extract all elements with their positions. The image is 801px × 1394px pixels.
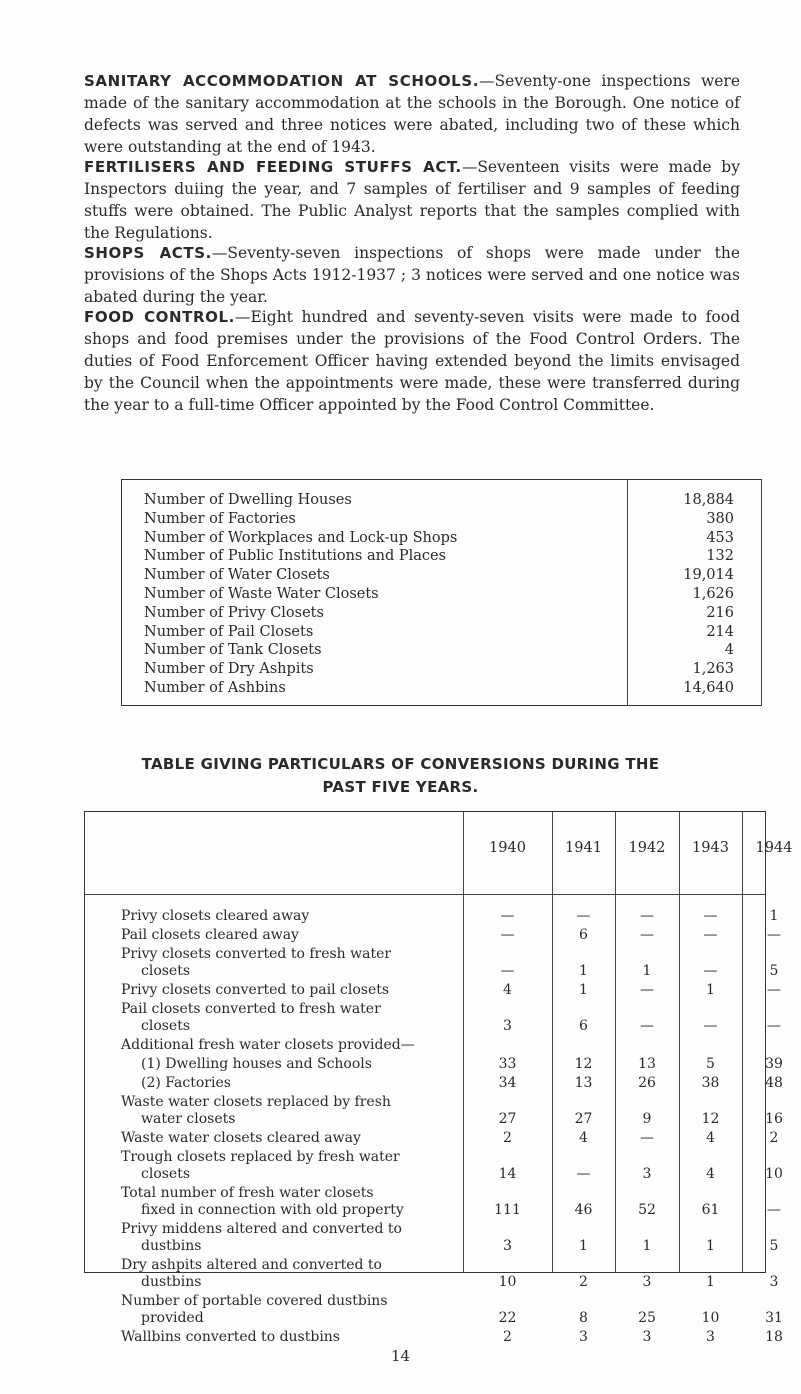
paragraph-food-control: [84, 306, 740, 416]
table-cell: 48: [765, 1075, 783, 1091]
summary-row: [122, 642, 762, 662]
year-header: 1942: [628, 840, 666, 856]
row-label: [121, 1001, 461, 1035]
row-label-line: fixed in connection with old property: [141, 1202, 404, 1218]
table-cell: 4: [503, 982, 512, 998]
row-label-line: provided: [141, 1310, 204, 1326]
table-cell: 10: [765, 1166, 783, 1182]
row-label: [121, 946, 461, 980]
table-cell: 18: [765, 1329, 783, 1345]
summary-label: Number of Tank Closets: [144, 642, 322, 659]
table-cell: 3: [503, 1018, 512, 1034]
summary-label: Number of Factories: [144, 510, 296, 527]
table-cell: 5: [769, 1238, 779, 1254]
summary-value: 214: [706, 623, 734, 640]
row-label: [121, 1185, 461, 1219]
summary-label: Number of Water Closets: [144, 567, 330, 584]
table-cell: 1: [706, 1238, 715, 1254]
summary-label: Number of Waste Water Closets: [144, 586, 379, 602]
table-cell: 5: [769, 963, 779, 979]
row-label-line: Additional fresh water closets provided—: [121, 1037, 415, 1053]
table-cell: 3: [706, 1329, 715, 1345]
summary-row: [122, 492, 762, 512]
row-label-line: Total number of fresh water closets: [121, 1185, 374, 1201]
text-shops: —Seventy-seven inspections of shops were made under the provisions of the Shops Acts 1912-1937 ; 3 notices were served and one notice was abated during the year.: [84, 244, 740, 306]
table-cell: 1: [706, 1274, 715, 1290]
table-cell: 2: [769, 1130, 779, 1146]
summary-table: [121, 479, 762, 706]
table-cell: —: [703, 1018, 718, 1034]
table-cell: —: [500, 963, 515, 979]
row-label-line: Privy closets converted to fresh water: [121, 946, 392, 962]
row-label: [121, 1149, 461, 1183]
summary-label: Number of Privy Closets: [144, 604, 324, 621]
table-cell: —: [640, 908, 654, 924]
row-label: [121, 1094, 461, 1128]
row-label: [121, 908, 461, 925]
table-cell: 4: [706, 1166, 715, 1182]
table-cell: 52: [638, 1202, 656, 1218]
header-divider: [85, 894, 765, 895]
table-cell: 33: [498, 1056, 517, 1072]
conversions-table: [84, 811, 793, 1345]
table-cell: 25: [638, 1310, 656, 1326]
table-title-line1: TABLE GIVING PARTICULARS OF CONVERSIONS DURING THE: [141, 755, 660, 773]
row-label-line: closets: [141, 1166, 191, 1182]
year-header: 1943: [692, 840, 729, 856]
heading-shops: SHOPS ACTS.: [84, 244, 212, 262]
row-label: [121, 1056, 461, 1073]
row-label: [121, 982, 461, 999]
summary-value: 1,263: [692, 661, 734, 678]
summary-row: [122, 548, 762, 568]
summary-row: [122, 530, 762, 550]
table-cell: —: [767, 1202, 781, 1218]
summary-label: Number of Dry Ashpits: [144, 661, 314, 678]
table-cell: 13: [638, 1056, 656, 1072]
summary-value: 1,626: [692, 586, 734, 602]
table-cell: —: [767, 927, 781, 943]
table-cell: —: [576, 1166, 591, 1182]
summary-value: 4: [724, 642, 734, 659]
table-cell: 12: [574, 1056, 593, 1072]
text-food-control: —Eight hundred and seventy-seven visits were made to food shops and food premises under the provisions of the Food Control Orders. The duties of Food Enforcement Officer having extended beyond the limits envisaged by the Council when the appointments were made, these were transferred during the year to a full-time Officer appointed by the Food Control Committee.: [84, 308, 740, 414]
page-number: 14: [390, 1347, 411, 1365]
table-cell: 34: [498, 1075, 517, 1091]
table-cell: 46: [574, 1202, 593, 1218]
heading-fertilisers: FERTILISERS AND FEEDING STUFFS ACT.: [84, 158, 462, 176]
summary-label: Number of Pail Closets: [144, 623, 314, 640]
summary-value: 19,014: [683, 567, 734, 584]
table-cell: 3: [642, 1274, 652, 1290]
table-cell: 1: [579, 963, 588, 979]
table-cell: 27: [574, 1111, 593, 1127]
table-cell: —: [767, 982, 781, 998]
row-label: [121, 1075, 461, 1092]
summary-row: [122, 586, 762, 606]
summary-value: 216: [706, 604, 734, 621]
table-cell: 3: [503, 1238, 512, 1254]
row-label-line: Privy closets converted to pail closets: [121, 982, 390, 998]
row-label: [121, 1293, 461, 1327]
table-cell: 2: [503, 1130, 512, 1146]
summary-row: [122, 605, 762, 625]
row-label-line: Pail closets cleared away: [121, 927, 299, 943]
row-label: [121, 1037, 461, 1054]
table-cell: —: [767, 1018, 781, 1034]
table-cell: 14: [498, 1166, 517, 1182]
paragraph-sanitary: [84, 70, 740, 158]
summary-value: 18,884: [683, 492, 734, 508]
row-label: [121, 1221, 461, 1255]
table-cell: 22: [498, 1310, 517, 1326]
table-cell: 6: [579, 1018, 588, 1034]
table-cell: —: [703, 927, 718, 943]
summary-row: [122, 661, 762, 681]
summary-label: Number of Dwelling Houses: [144, 492, 352, 508]
heading-food-control: FOOD CONTROL.: [84, 308, 235, 326]
text-fertilisers: —Seventeen visits were made by Inspectors duiing the year, and 7 samples of fertiliser and 9 samples of feeding stuffs were obtained. The Public Analyst reports that the samples complied with the Regulations.: [84, 158, 740, 242]
table-cell: 16: [765, 1111, 783, 1127]
table-cell: 27: [498, 1111, 517, 1127]
table-cell: 5: [706, 1056, 715, 1072]
heading-sanitary: SANITARY ACCOMMODATION AT SCHOOLS.: [84, 72, 480, 90]
table-cell: 3: [769, 1274, 779, 1290]
summary-value: 453: [706, 529, 734, 546]
row-label: [121, 1130, 461, 1147]
summary-label: Number of Public Institutions and Places: [144, 548, 447, 565]
table-cell: 1: [642, 1238, 652, 1254]
table-cell: 3: [642, 1166, 652, 1182]
table-cell: 1: [579, 1238, 588, 1254]
row-label-line: Trough closets replaced by fresh water: [121, 1149, 400, 1165]
paragraph-shops: [84, 242, 740, 308]
row-label-line: Number of portable covered dustbins: [121, 1293, 388, 1309]
summary-row: [122, 511, 762, 531]
row-label: [121, 1329, 461, 1346]
summary-label: Number of Ashbins: [144, 680, 286, 696]
table-cell: —: [640, 1130, 654, 1146]
paragraph-fertilisers: [84, 156, 740, 244]
table-cell: 12: [701, 1111, 720, 1127]
summary-value: 132: [706, 548, 734, 565]
table-cell: 9: [642, 1111, 652, 1127]
table-cell: 26: [638, 1075, 656, 1091]
row-label-line: Pail closets converted to fresh water: [121, 1001, 381, 1017]
table-cell: 31: [765, 1310, 783, 1326]
table-cell: 38: [701, 1075, 720, 1091]
table-cell: 8: [579, 1310, 588, 1326]
table-cell: 1: [579, 982, 588, 998]
row-label-line: Waste water closets cleared away: [121, 1130, 361, 1146]
table-cell: 6: [579, 927, 588, 943]
row-label-line: (2) Factories: [141, 1075, 231, 1091]
table-cell: 10: [701, 1310, 720, 1326]
summary-value: 14,640: [683, 680, 734, 696]
row-label-line: dustbins: [141, 1238, 202, 1254]
row-label: [121, 927, 461, 944]
table-title-line2: PAST FIVE YEARS.: [322, 778, 479, 796]
row-label-line: Dry ashpits altered and converted to: [121, 1257, 382, 1273]
row-label-line: dustbins: [141, 1274, 202, 1290]
row-label-line: closets: [141, 1018, 191, 1034]
year-header: 1940: [489, 840, 526, 856]
row-label-line: Privy middens altered and converted to: [121, 1221, 402, 1237]
table-cell: 3: [579, 1329, 588, 1345]
row-label-line: closets: [141, 963, 191, 979]
summary-row: [122, 567, 762, 587]
text-sanitary: —Seventy-one inspections were made of the sanitary accommodation at the schools in the Borough. One notice of defects was served and three notices were abated, including two of these which were outstanding at the end of 1943.: [84, 72, 740, 156]
row-label-line: (1) Dwelling houses and Schools: [141, 1056, 372, 1072]
row-label-line: Privy closets cleared away: [121, 908, 310, 924]
table-cell: 39: [765, 1056, 783, 1072]
table-cell: 1: [642, 963, 652, 979]
table-cell: 111: [494, 1202, 521, 1218]
table-cell: 4: [706, 1130, 715, 1146]
table-cell: —: [640, 1018, 654, 1034]
summary-value: 380: [706, 510, 734, 527]
row-label-line: water closets: [141, 1111, 236, 1127]
table-cell: —: [703, 963, 718, 979]
table-cell: —: [640, 927, 654, 943]
summary-row: [122, 624, 762, 644]
year-header: 1941: [565, 840, 602, 856]
table-cell: 1: [706, 982, 715, 998]
table-cell: —: [703, 908, 718, 924]
table-cell: —: [640, 982, 654, 998]
table-cell: 3: [642, 1329, 652, 1345]
table-cell: 2: [579, 1274, 588, 1290]
table-cell: 10: [498, 1274, 517, 1290]
summary-label: Number of Workplaces and Lock-up Shops: [144, 529, 458, 546]
table-cell: 1: [769, 908, 779, 924]
year-header: 1944: [755, 840, 793, 856]
table-cell: 4: [579, 1130, 588, 1146]
row-label: [121, 1257, 461, 1291]
table-cell: 61: [701, 1202, 720, 1218]
row-label-line: Wallbins converted to dustbins: [121, 1329, 340, 1345]
summary-row: [122, 680, 762, 700]
table-cell: —: [576, 908, 591, 924]
table-cell: —: [500, 927, 515, 943]
table-cell: 2: [503, 1329, 512, 1345]
table-cell: —: [500, 908, 515, 924]
table-cell: 13: [574, 1075, 593, 1091]
row-label-line: Waste water closets replaced by fresh: [121, 1094, 391, 1110]
